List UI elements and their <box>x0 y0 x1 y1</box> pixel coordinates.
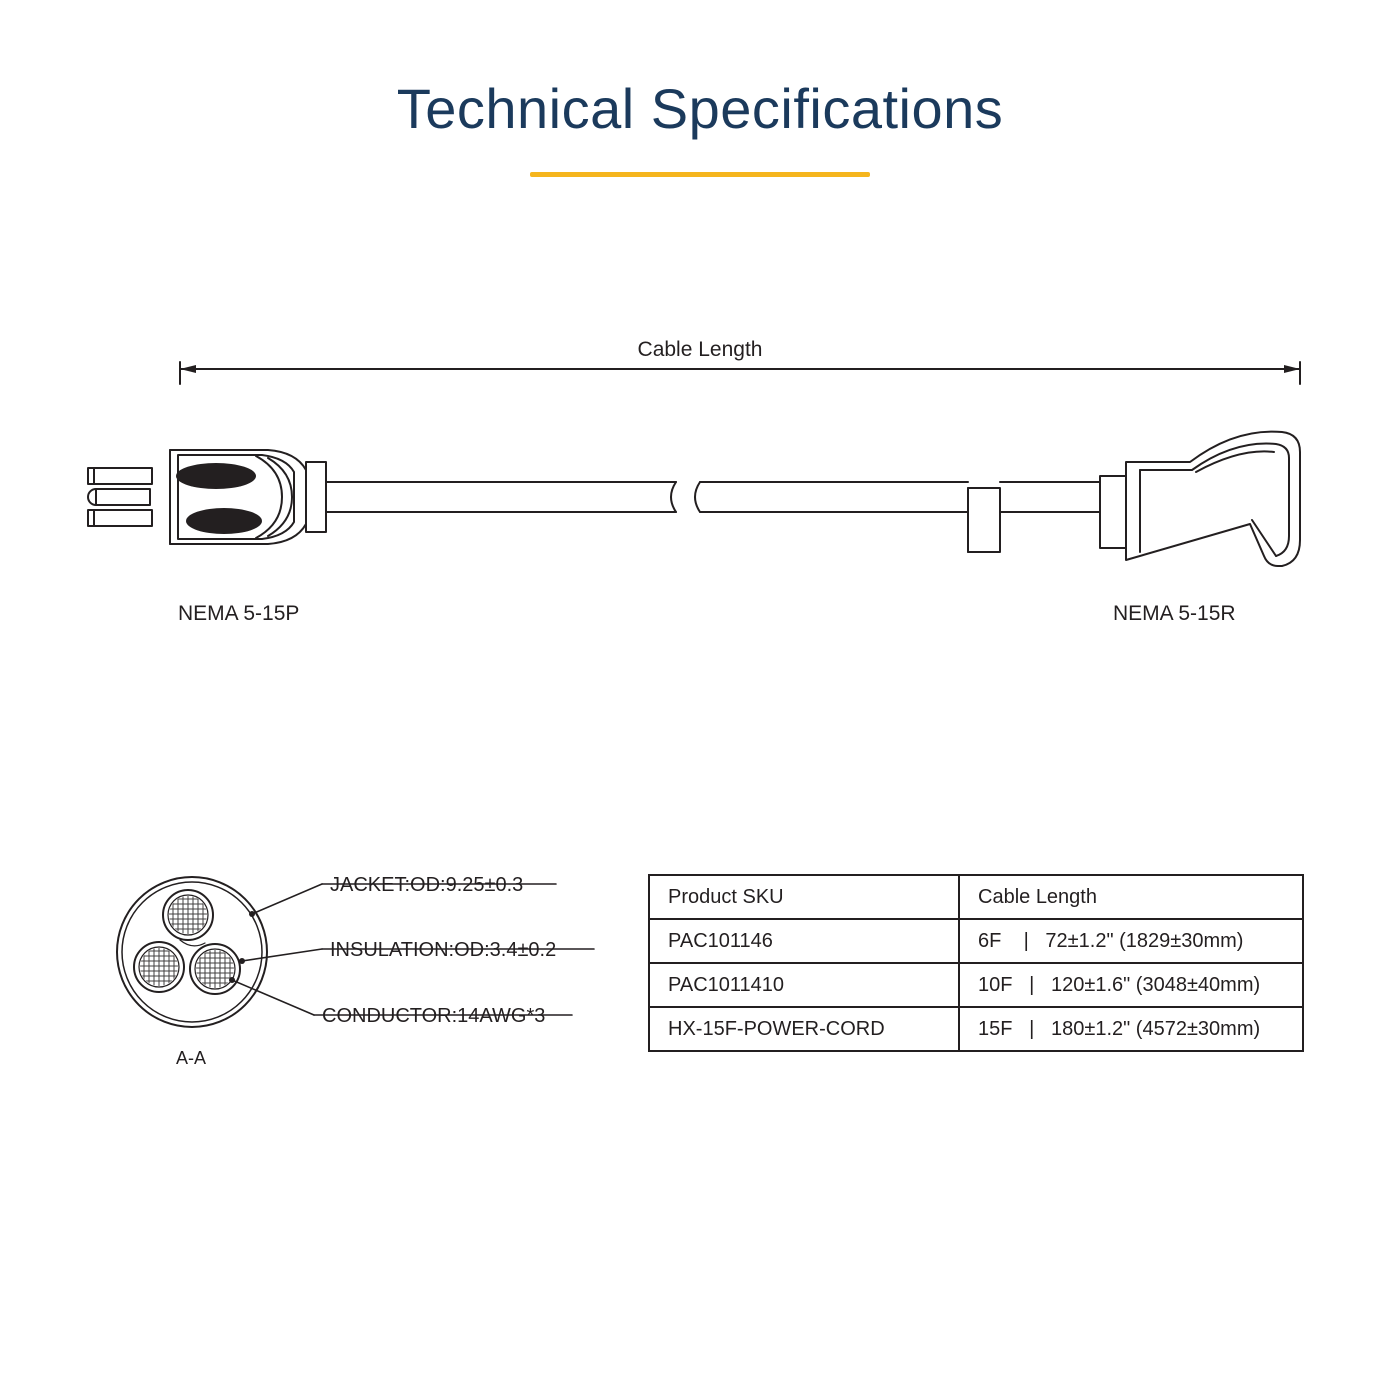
callout-insulation-label: INSULATION:OD:3.4±0.2 <box>330 939 557 961</box>
left-connector-label: NEMA 5-15P <box>178 602 300 625</box>
callout-jacket-label: JACKET:OD:9.25±0.3 <box>330 874 524 896</box>
section-view-label: A-A <box>176 1048 207 1068</box>
dimension-line <box>180 362 1300 384</box>
cable-cross-section-drawing <box>117 877 594 1027</box>
right-connector-label: NEMA 5-15R <box>1113 602 1236 625</box>
callout-conductor-label: CONDUCTOR:14AWG*3 <box>322 1005 546 1027</box>
cell-length: 15F | 180±1.2" (4572±30mm) <box>959 1007 1303 1051</box>
nema-5-15r-receptacle-drawing <box>700 432 1300 566</box>
cable-length-dimension-label: Cable Length <box>637 338 763 361</box>
cell-sku: PAC1011410 <box>649 963 959 1007</box>
column-header-cable-length: Cable Length <box>959 875 1303 919</box>
cell-length: 10F | 120±1.6" (3048±40mm) <box>959 963 1303 1007</box>
cell-sku: PAC101146 <box>649 919 959 963</box>
callout-leader-lines <box>229 884 594 1015</box>
cell-length: 6F | 72±1.2" (1829±30mm) <box>959 919 1303 963</box>
column-header-sku: Product SKU <box>649 875 959 919</box>
cell-sku: HX-15F-POWER-CORD <box>649 1007 959 1051</box>
cord-break-symbol <box>671 482 700 512</box>
page-title: Technical Specifications <box>396 77 1004 140</box>
nema-5-15p-plug-drawing <box>88 450 676 544</box>
